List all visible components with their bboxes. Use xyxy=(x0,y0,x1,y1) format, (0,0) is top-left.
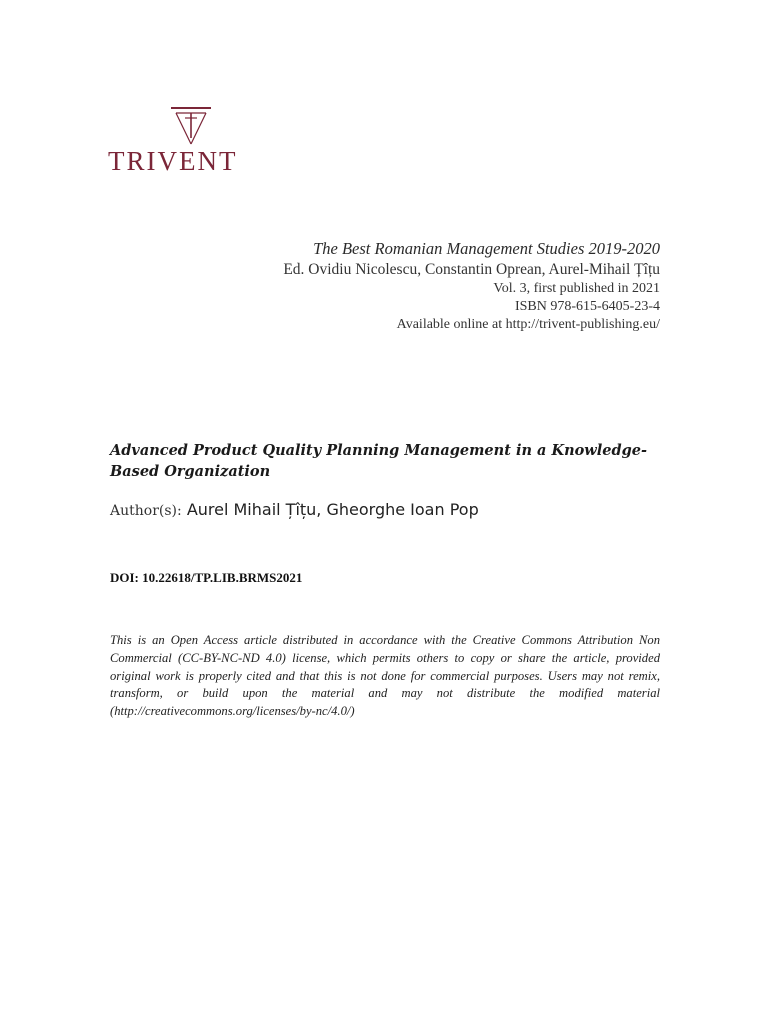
book-availability: Available online at http://trivent-publishing.eu/ xyxy=(396,317,660,332)
authors-label: Author(s): xyxy=(110,503,182,519)
book-volume: Vol. 3, first published in 2021 xyxy=(493,281,660,296)
license-statement: This is an Open Access article distributed in accordance with the Creative Commons Attribution Non Commercial (CC-BY-NC-ND 4.0) license, which permits others to copy or share the article, provided original work is properly cited and that this is not done for commercial purposes. Users may not remix, transform, or build upon the material and may not distribute the modified material (http://creativecommons.org/licenses/by-nc/4.0/) xyxy=(110,633,660,719)
book-editors: Ed. Ovidiu Nicolescu, Constantin Oprean, Aurel-Mihail Țîțu xyxy=(283,261,660,278)
publisher-logo xyxy=(108,106,278,176)
book-title: The Best Romanian Management Studies 2019-2020 xyxy=(313,239,660,258)
publisher-name: TRIVENT xyxy=(108,146,238,176)
article-doi: DOI: 10.22618/TP.LIB.BRMS2021 xyxy=(110,570,303,585)
authors-names: Aurel Mihail Țîțu, Gheorghe Ioan Pop xyxy=(186,500,479,519)
article-authors xyxy=(110,499,670,522)
trivent-triangle-icon xyxy=(168,106,214,148)
article-title: Advanced Product Quality Planning Management in a Knowledge-Based Organization xyxy=(110,442,648,480)
book-info xyxy=(140,238,660,334)
book-isbn: ISBN 978-615-6405-23-4 xyxy=(514,299,660,314)
